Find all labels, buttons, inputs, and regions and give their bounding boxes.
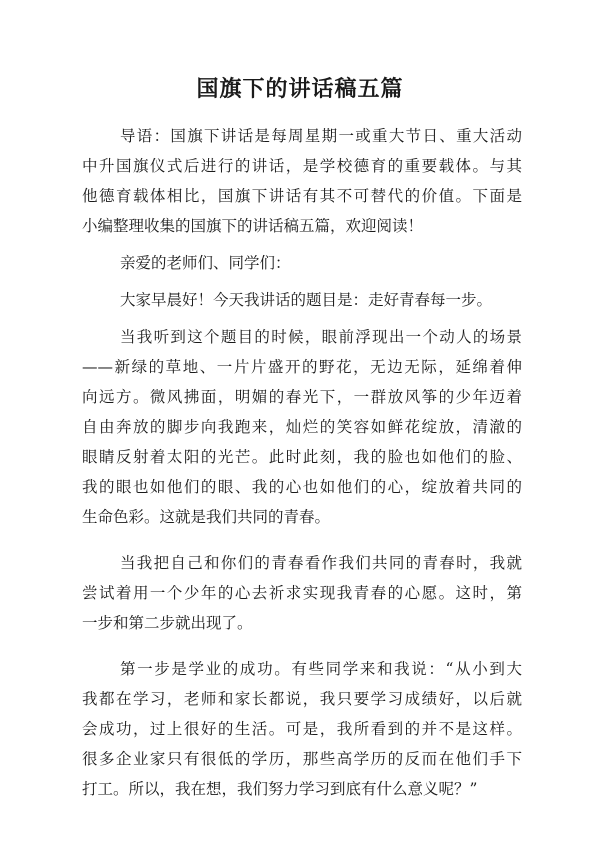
paragraph-line: 眼睛反射着太阳的光芒。此时此刻，我的脸也如他们的脸、: [82, 448, 522, 466]
paragraph-line: 当我听到这个题目的时候，眼前浮现出一个动人的场景: [120, 328, 522, 346]
paragraph-line: 自由奔放的脚步向我跑来，灿烂的笑容如鲜花绽放，清澈的: [82, 418, 522, 436]
paragraph-line: 大家早晨好！今天我讲话的题目是：走好青春每一步。: [120, 291, 493, 309]
paragraph-line: 向远方。微风拂面，明媚的春光下，一群放风筝的少年迈着: [82, 388, 522, 406]
paragraph-line: 我的眼也如他们的眼、我的心也如他们的心，绽放着共同的: [82, 478, 522, 496]
paragraph-line: 一步和第二步就出现了。: [82, 614, 253, 632]
paragraph-line: 我都在学习，老师和家长都说，我只要学习成绩好，以后就: [82, 690, 522, 708]
paragraph-line: 很多企业家只有很低的学历，那些高学历的反而在他们手下: [82, 750, 522, 768]
document-body: [82, 121, 522, 804]
paragraph-line: 打工。所以，我在想，我们努力学习到底有什么意义呢？”: [82, 780, 478, 798]
page-title: 国旗下的讲话稿五篇: [196, 76, 404, 102]
paragraph-line: ——新绿的草地、一片片盛开的野花，无边无际，延绵着伸: [82, 358, 522, 376]
paragraph-line: 导语：国旗下讲话是每周星期一或重大节日、重大活动: [120, 127, 522, 145]
salutation-line: 亲爱的老师们、同学们：: [120, 254, 291, 272]
paragraph-line: 第一步是学业的成功。有些同学来和我说：“从小到大: [120, 660, 522, 678]
paragraph-line: 会成功，过上很好的生活。可是，我所看到的并不是这样。: [82, 720, 522, 738]
paragraph-line: 生命色彩。这就是我们共同的青春。: [82, 508, 331, 526]
paragraph-line: 小编整理收集的国旗下的讲话稿五篇，欢迎阅读！: [82, 217, 424, 235]
paragraph-line: 当我把自己和你们的青春看作我们共同的青春时，我就: [120, 554, 522, 572]
paragraph-line: 他德育载体相比，国旗下讲话有其不可替代的价值。下面是: [82, 187, 522, 205]
paragraph-line: 尝试着用一个少年的心去祈求实现我青春的心愿。这时，第: [82, 584, 522, 602]
paragraph-line: 中升国旗仪式后进行的讲话，是学校德育的重要载体。与其: [82, 157, 522, 175]
